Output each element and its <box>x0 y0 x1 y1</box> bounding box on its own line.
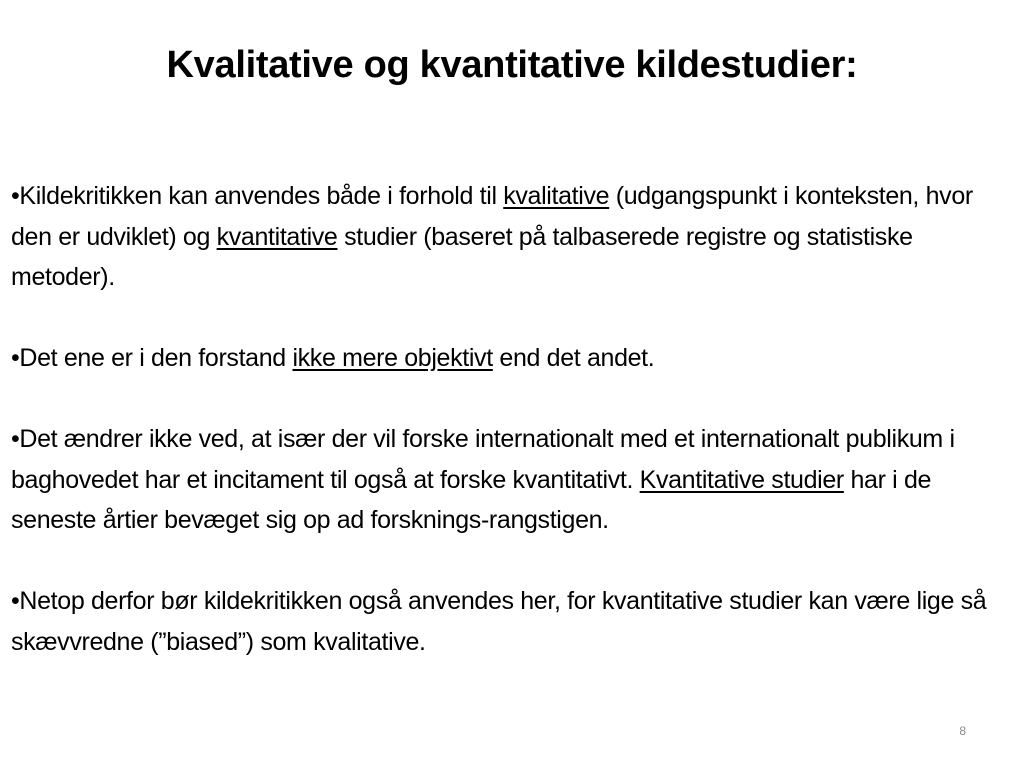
underlined-term-kvalitative: kvalitative <box>503 182 610 210</box>
text-segment: Netop derfor bør kildekritikken også anvendes her, for kvantitative studier kan være lige så skævvredne (”biased”) som kvalitative. <box>11 587 987 656</box>
text-segment: Kildekritikken kan anvendes både i forhold til <box>19 182 504 210</box>
text-segment: studier (baseret på talbaserede registre og statistiske metoder). <box>11 222 913 291</box>
bullet-marker: • <box>11 425 20 453</box>
page-number: 8 <box>959 724 966 738</box>
bullet-marker: • <box>11 587 20 615</box>
underlined-term-ikke-mere-objektivt: ikke mere objektivt <box>292 344 493 372</box>
underlined-term-kvantitative: kvantitative <box>216 222 338 251</box>
bullet-marker: • <box>11 344 20 372</box>
bullet-paragraph-3 <box>11 419 1017 541</box>
bullet-paragraph-1 <box>11 176 1017 298</box>
text-segment: end det andet. <box>492 344 655 372</box>
underlined-term-kvantitative-studier: Kvantitative studier <box>639 465 844 494</box>
bullet-marker: • <box>11 182 20 210</box>
bullet-paragraph-4 <box>11 581 1017 662</box>
text-segment: har i de seneste årtier bevæget sig op ad forsknings-rangstigen. <box>11 465 932 534</box>
bullet-paragraph-2 <box>11 338 1017 379</box>
text-segment: Det ene er i den forstand <box>19 344 293 372</box>
text-segment: Det ændrer ikke ved, at især der vil forske internationalt med et internationalt publikum i baghovedet har et incitament til også at forske kvantitativt. <box>11 425 955 494</box>
text-segment: (udgangspunkt i konteksten, hvor den er udviklet) og <box>11 182 973 251</box>
slide-title: Kvalitative og kvantitative kildestudier: <box>166 44 858 86</box>
slide-body <box>11 176 1017 662</box>
